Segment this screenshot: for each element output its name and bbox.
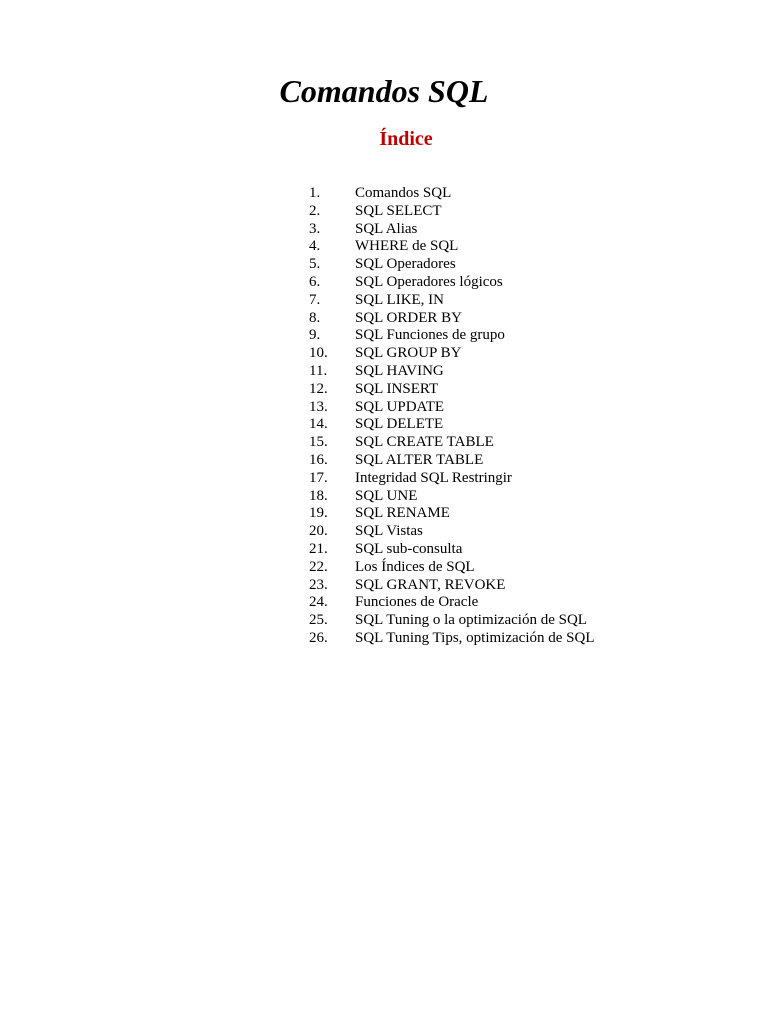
toc-item-label[interactable]: SQL CREATE TABLE	[355, 434, 494, 451]
toc-item-label[interactable]: SQL Tuning Tips, optimización de SQL	[355, 629, 595, 646]
toc-item-label[interactable]: SQL RENAME	[355, 505, 450, 522]
page-title: Comandos SQL	[279, 73, 489, 109]
toc-item-label[interactable]: SQL GROUP BY	[355, 345, 462, 362]
toc-item-number: 11.	[309, 362, 328, 379]
toc-item-number: 8.	[309, 309, 321, 326]
toc-item-number: 4.	[309, 238, 321, 255]
toc-item-number: 23.	[309, 576, 328, 593]
toc-item-number: 6.	[309, 273, 321, 290]
index-heading: Índice	[379, 128, 433, 150]
toc-item-label[interactable]: SQL Operadores	[355, 256, 456, 273]
toc-item-number: 20.	[309, 523, 328, 540]
toc-item[interactable]	[309, 221, 595, 239]
toc-item[interactable]	[309, 238, 595, 256]
toc-item-label[interactable]: SQL Funciones de grupo	[355, 327, 505, 344]
toc-item[interactable]	[309, 363, 595, 381]
toc-item-number: 13.	[309, 398, 328, 415]
toc-item-label[interactable]: SQL UNE	[355, 487, 418, 504]
toc-item[interactable]	[309, 345, 595, 363]
toc-item[interactable]	[309, 256, 595, 274]
toc-item[interactable]	[309, 452, 595, 470]
toc-item-label[interactable]: SQL HAVING	[355, 362, 444, 379]
toc-item[interactable]	[309, 203, 595, 221]
toc-item-number: 26.	[309, 629, 328, 646]
toc-item[interactable]	[309, 523, 595, 541]
toc-item-label[interactable]: SQL Alias	[355, 220, 418, 237]
toc-item-number: 1.	[309, 185, 321, 201]
toc-item[interactable]	[309, 594, 595, 612]
toc-item-label[interactable]: SQL Tuning o la optimización de SQL	[355, 612, 587, 629]
toc-item-label[interactable]: WHERE de SQL	[355, 238, 459, 255]
toc-item[interactable]	[309, 292, 595, 310]
toc-item-label[interactable]: SQL Operadores lógicos	[355, 273, 503, 290]
toc-item-number: 9.	[309, 327, 321, 344]
toc-item-label[interactable]: SQL sub-consulta	[355, 540, 463, 557]
toc-item-label[interactable]: SQL ALTER TABLE	[355, 451, 484, 468]
table-of-contents	[309, 185, 595, 648]
toc-item-label[interactable]: SQL UPDATE	[355, 398, 445, 415]
toc-item[interactable]	[309, 470, 595, 488]
toc-item[interactable]	[309, 612, 595, 630]
toc-item-label[interactable]: SQL INSERT	[355, 380, 439, 397]
toc-item[interactable]	[309, 541, 595, 559]
toc-item-number: 18.	[309, 487, 328, 504]
toc-item-number: 24.	[309, 594, 328, 611]
toc-item-number: 10.	[309, 345, 328, 362]
toc-item-label[interactable]: SQL ORDER BY	[355, 309, 462, 326]
toc-item-label[interactable]: SQL DELETE	[355, 416, 444, 433]
toc-item[interactable]	[309, 310, 595, 328]
toc-item-label[interactable]: Los Índices de SQL	[355, 558, 475, 575]
toc-item[interactable]	[309, 577, 595, 595]
toc-item[interactable]	[309, 274, 595, 292]
toc-item[interactable]	[309, 327, 595, 345]
toc-item-label[interactable]: SQL GRANT, REVOKE	[355, 576, 506, 593]
toc-item-number: 19.	[309, 505, 328, 522]
toc-item-number: 25.	[309, 612, 328, 629]
toc-item-label[interactable]: Funciones de Oracle	[355, 594, 479, 611]
toc-item-number: 5.	[309, 256, 321, 273]
toc-item-number: 12.	[309, 380, 328, 397]
toc-item[interactable]	[309, 505, 595, 523]
toc-item[interactable]	[309, 416, 595, 434]
toc-item[interactable]	[309, 630, 595, 648]
toc-item-number: 7.	[309, 291, 321, 308]
toc-item-number: 21.	[309, 540, 328, 557]
toc-item[interactable]	[309, 488, 595, 506]
toc-item[interactable]	[309, 559, 595, 577]
toc-item[interactable]	[309, 399, 595, 417]
toc-item[interactable]	[309, 381, 595, 399]
toc-item-number: 2.	[309, 202, 321, 219]
toc-item[interactable]	[309, 185, 595, 203]
toc-item-number: 14.	[309, 416, 328, 433]
toc-item-number: 22.	[309, 558, 328, 575]
toc-item-label[interactable]: SQL Vistas	[355, 523, 423, 540]
toc-item-number: 17.	[309, 469, 328, 486]
toc-item-number: 15.	[309, 434, 328, 451]
toc-item-label[interactable]: SQL SELECT	[355, 202, 442, 219]
toc-item[interactable]	[309, 434, 595, 452]
toc-item-label[interactable]: Comandos SQL	[355, 185, 452, 201]
toc-item-number: 3.	[309, 220, 321, 237]
toc-item-label[interactable]: SQL LIKE, IN	[355, 291, 445, 308]
toc-item-number: 16.	[309, 451, 328, 468]
toc-item-label[interactable]: Integridad SQL Restringir	[355, 469, 512, 486]
